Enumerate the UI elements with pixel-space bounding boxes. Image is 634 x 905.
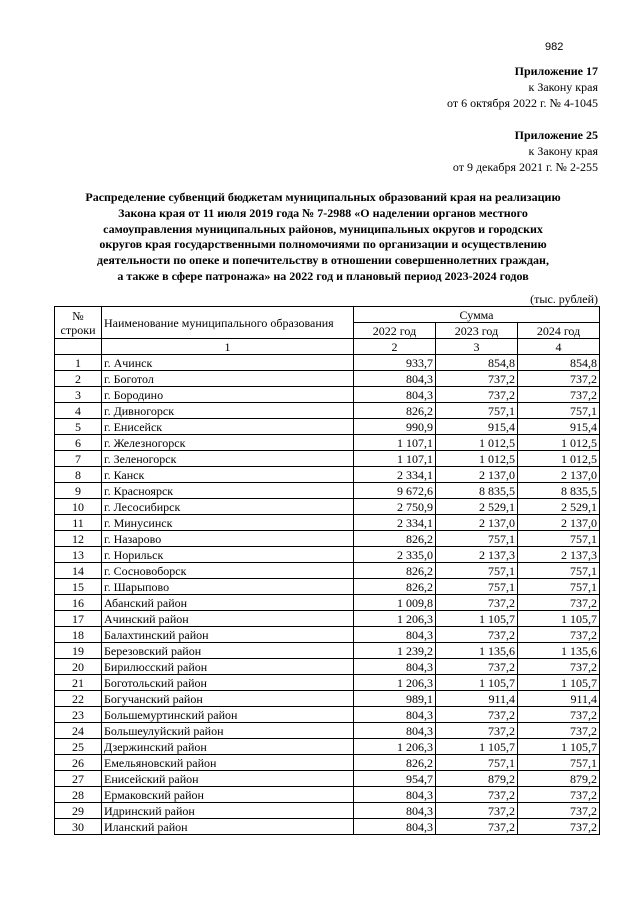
value-2024: 757,1 — [518, 755, 600, 771]
municipality-name: Ермаковский район — [102, 787, 354, 803]
municipality-name: г. Лесосибирск — [102, 499, 354, 515]
row-number: 12 — [55, 531, 102, 547]
row-number: 24 — [55, 723, 102, 739]
header-year-2023: 2023 год — [436, 323, 518, 339]
municipality-name: Бирилюсский район — [102, 659, 354, 675]
table-row — [55, 739, 600, 755]
row-number: 30 — [55, 819, 102, 835]
header-name: Наименование муниципального образования — [102, 307, 354, 339]
value-2022: 1 206,3 — [354, 675, 436, 691]
value-2022: 1 206,3 — [354, 611, 436, 627]
value-2023: 1 105,7 — [436, 739, 518, 755]
value-2022: 804,3 — [354, 707, 436, 723]
table-row — [55, 499, 600, 515]
value-2024: 8 835,5 — [518, 483, 600, 499]
value-2022: 804,3 — [354, 387, 436, 403]
appendix-25-line2: от 9 декабря 2021 г. № 2-255 — [452, 160, 598, 174]
row-number: 19 — [55, 643, 102, 659]
header-col-number — [55, 339, 102, 355]
title-line: деятельности по опеке и попечительству в отношении совершеннолетних граждан, — [97, 253, 549, 268]
table-row — [55, 691, 600, 707]
row-number: 6 — [55, 435, 102, 451]
value-2023: 1 105,7 — [436, 611, 518, 627]
table-row — [55, 819, 600, 835]
subsidy-table — [54, 306, 600, 835]
value-2023: 1 105,7 — [436, 675, 518, 691]
value-2022: 1 206,3 — [354, 739, 436, 755]
document-title — [40, 190, 606, 285]
value-2023: 737,2 — [436, 371, 518, 387]
table-row — [55, 707, 600, 723]
row-number: 22 — [55, 691, 102, 707]
value-2024: 737,2 — [518, 803, 600, 819]
row-number: 20 — [55, 659, 102, 675]
municipality-name: г. Зеленогорск — [102, 451, 354, 467]
value-2023: 1 135,6 — [436, 643, 518, 659]
municipality-name: Большеулуйский район — [102, 723, 354, 739]
municipality-name: г. Бородино — [102, 387, 354, 403]
municipality-name: г. Норильск — [102, 547, 354, 563]
table-row — [55, 403, 600, 419]
municipality-name: Абанский район — [102, 595, 354, 611]
appendix-25-line1: к Закону края — [528, 144, 598, 158]
header-year-2024: 2024 год — [518, 323, 600, 339]
value-2023: 2 137,3 — [436, 547, 518, 563]
table-row — [55, 595, 600, 611]
value-2023: 737,2 — [436, 627, 518, 643]
value-2024: 915,4 — [518, 419, 600, 435]
value-2022: 2 335,0 — [354, 547, 436, 563]
value-2023: 757,1 — [436, 563, 518, 579]
title-line: а также в сфере патронажа» на 2022 год и плановый период 2023-2024 годов — [117, 268, 529, 283]
value-2023: 757,1 — [436, 755, 518, 771]
value-2022: 826,2 — [354, 579, 436, 595]
municipality-name: г. Канск — [102, 467, 354, 483]
row-number: 2 — [55, 371, 102, 387]
row-number: 23 — [55, 707, 102, 723]
appendix-17-title: Приложение 17 — [514, 64, 598, 78]
table-row — [55, 723, 600, 739]
value-2023: 737,2 — [436, 659, 518, 675]
value-2024: 911,4 — [518, 691, 600, 707]
title-line: округов края государственными полномочиями по организации и осуществлению — [99, 237, 547, 252]
title-line: Распределение субвенций бюджетам муниципальных образований края на реализацию — [85, 190, 561, 204]
header-col-number: 1 — [102, 339, 354, 355]
value-2022: 1 009,8 — [354, 595, 436, 611]
row-number: 18 — [55, 627, 102, 643]
table-row — [55, 755, 600, 771]
municipality-name: Дзержинский район — [102, 739, 354, 755]
row-number: 1 — [55, 355, 102, 371]
header-col-number: 3 — [436, 339, 518, 355]
municipality-name: г. Красноярск — [102, 483, 354, 499]
municipality-name: Березовский район — [102, 643, 354, 659]
value-2022: 990,9 — [354, 419, 436, 435]
value-2023: 737,2 — [436, 387, 518, 403]
row-number: 25 — [55, 739, 102, 755]
value-2024: 737,2 — [518, 707, 600, 723]
table-row — [55, 371, 600, 387]
table-row — [55, 435, 600, 451]
row-number: 28 — [55, 787, 102, 803]
value-2024: 2 137,0 — [518, 515, 600, 531]
municipality-name: г. Назарово — [102, 531, 354, 547]
value-2022: 804,3 — [354, 659, 436, 675]
value-2022: 804,3 — [354, 787, 436, 803]
municipality-name: Балахтинский район — [102, 627, 354, 643]
value-2022: 2 750,9 — [354, 499, 436, 515]
table-row — [55, 643, 600, 659]
row-number: 17 — [55, 611, 102, 627]
value-2022: 804,3 — [354, 371, 436, 387]
header-sum: Сумма — [354, 307, 600, 323]
value-2023: 854,8 — [436, 355, 518, 371]
table-row — [55, 611, 600, 627]
row-number: 16 — [55, 595, 102, 611]
value-2024: 1 012,5 — [518, 451, 600, 467]
municipality-name: Идринский район — [102, 803, 354, 819]
value-2024: 854,8 — [518, 355, 600, 371]
municipality-name: г. Дивногорск — [102, 403, 354, 419]
value-2022: 2 334,1 — [354, 467, 436, 483]
municipality-name: г. Шарыпово — [102, 579, 354, 595]
value-2022: 1 107,1 — [354, 435, 436, 451]
row-number: 9 — [55, 483, 102, 499]
table-row — [55, 563, 600, 579]
row-number: 21 — [55, 675, 102, 691]
table-row — [55, 803, 600, 819]
municipality-name: Енисейский район — [102, 771, 354, 787]
value-2024: 757,1 — [518, 563, 600, 579]
header-col-number: 2 — [354, 339, 436, 355]
value-2024: 737,2 — [518, 627, 600, 643]
value-2022: 989,1 — [354, 691, 436, 707]
table-row — [55, 387, 600, 403]
value-2024: 757,1 — [518, 579, 600, 595]
table-row — [55, 355, 600, 371]
value-2022: 804,3 — [354, 627, 436, 643]
municipality-name: г. Енисейск — [102, 419, 354, 435]
municipality-name: Боготольский район — [102, 675, 354, 691]
value-2022: 933,7 — [354, 355, 436, 371]
value-2023: 757,1 — [436, 579, 518, 595]
value-2023: 757,1 — [436, 403, 518, 419]
header-col-number: 4 — [518, 339, 600, 355]
municipality-name: г. Минусинск — [102, 515, 354, 531]
row-number: 29 — [55, 803, 102, 819]
row-number: 8 — [55, 467, 102, 483]
table-row — [55, 675, 600, 691]
title-line: самоуправления муниципальных районов, муниципальных округов и городских — [103, 221, 543, 236]
row-number: 13 — [55, 547, 102, 563]
value-2022: 1 239,2 — [354, 643, 436, 659]
title-line: Закона края от 11 июля 2019 года № 7-2988 «О наделении органов местного — [118, 205, 528, 220]
municipality-name: Емельяновский район — [102, 755, 354, 771]
value-2023: 915,4 — [436, 419, 518, 435]
value-2023: 879,2 — [436, 771, 518, 787]
value-2022: 1 107,1 — [354, 451, 436, 467]
value-2022: 9 672,6 — [354, 483, 436, 499]
row-number: 3 — [55, 387, 102, 403]
value-2024: 1 012,5 — [518, 435, 600, 451]
value-2024: 1 105,7 — [518, 675, 600, 691]
value-2024: 2 137,3 — [518, 547, 600, 563]
value-2024: 737,2 — [518, 723, 600, 739]
value-2023: 2 529,1 — [436, 499, 518, 515]
value-2023: 737,2 — [436, 803, 518, 819]
value-2024: 2 137,0 — [518, 467, 600, 483]
value-2024: 1 105,7 — [518, 739, 600, 755]
value-2024: 757,1 — [518, 531, 600, 547]
row-number: 15 — [55, 579, 102, 595]
row-number: 11 — [55, 515, 102, 531]
value-2022: 826,2 — [354, 531, 436, 547]
table-row — [55, 515, 600, 531]
municipality-name: Иланский район — [102, 819, 354, 835]
value-2024: 757,1 — [518, 403, 600, 419]
value-2023: 757,1 — [436, 531, 518, 547]
value-2023: 737,2 — [436, 787, 518, 803]
value-2023: 737,2 — [436, 595, 518, 611]
value-2023: 1 012,5 — [436, 435, 518, 451]
appendix-17-line2: от 6 октября 2022 г. № 4-1045 — [446, 96, 598, 110]
value-2022: 804,3 — [354, 803, 436, 819]
value-2022: 2 334,1 — [354, 515, 436, 531]
value-2023: 2 137,0 — [436, 515, 518, 531]
table-row — [55, 579, 600, 595]
table-row — [55, 467, 600, 483]
municipality-name: г. Железногорск — [102, 435, 354, 451]
table-row — [55, 627, 600, 643]
table-row — [55, 531, 600, 547]
table-row — [55, 483, 600, 499]
row-number: 26 — [55, 755, 102, 771]
municipality-name: Большемуртинский район — [102, 707, 354, 723]
value-2022: 954,7 — [354, 771, 436, 787]
row-number: 14 — [55, 563, 102, 579]
row-number: 27 — [55, 771, 102, 787]
value-2024: 737,2 — [518, 595, 600, 611]
appendix-25-block — [298, 127, 598, 175]
value-2024: 737,2 — [518, 787, 600, 803]
value-2023: 737,2 — [436, 707, 518, 723]
header-row-number: № строки — [55, 307, 102, 339]
value-2023: 737,2 — [436, 723, 518, 739]
row-number: 7 — [55, 451, 102, 467]
appendix-17-line1: к Закону края — [528, 80, 598, 94]
table-row — [55, 787, 600, 803]
value-2024: 1 105,7 — [518, 611, 600, 627]
value-2022: 804,3 — [354, 723, 436, 739]
value-2023: 8 835,5 — [436, 483, 518, 499]
municipality-name: г. Боготол — [102, 371, 354, 387]
table-row — [55, 419, 600, 435]
header-year-2022: 2022 год — [354, 323, 436, 339]
row-number: 5 — [55, 419, 102, 435]
appendix-25-title: Приложение 25 — [514, 128, 598, 142]
page-number: 982 — [545, 41, 564, 53]
value-2022: 804,3 — [354, 819, 436, 835]
row-number: 4 — [55, 403, 102, 419]
value-2024: 737,2 — [518, 371, 600, 387]
units-label: (тыс. рублей) — [530, 292, 598, 306]
municipality-name: Ачинский район — [102, 611, 354, 627]
value-2024: 2 529,1 — [518, 499, 600, 515]
value-2024: 737,2 — [518, 819, 600, 835]
value-2024: 737,2 — [518, 659, 600, 675]
value-2022: 826,2 — [354, 403, 436, 419]
municipality-name: г. Сосновоборск — [102, 563, 354, 579]
municipality-name: г. Ачинск — [102, 355, 354, 371]
table-row — [55, 659, 600, 675]
table-row — [55, 771, 600, 787]
value-2023: 2 137,0 — [436, 467, 518, 483]
row-number: 10 — [55, 499, 102, 515]
table-row — [55, 547, 600, 563]
value-2023: 737,2 — [436, 819, 518, 835]
value-2023: 911,4 — [436, 691, 518, 707]
appendix-17-block — [298, 63, 598, 111]
municipality-name: Богучанский район — [102, 691, 354, 707]
value-2024: 879,2 — [518, 771, 600, 787]
table-row — [55, 451, 600, 467]
value-2022: 826,2 — [354, 563, 436, 579]
value-2023: 1 012,5 — [436, 451, 518, 467]
value-2024: 737,2 — [518, 387, 600, 403]
value-2022: 826,2 — [354, 755, 436, 771]
value-2024: 1 135,6 — [518, 643, 600, 659]
